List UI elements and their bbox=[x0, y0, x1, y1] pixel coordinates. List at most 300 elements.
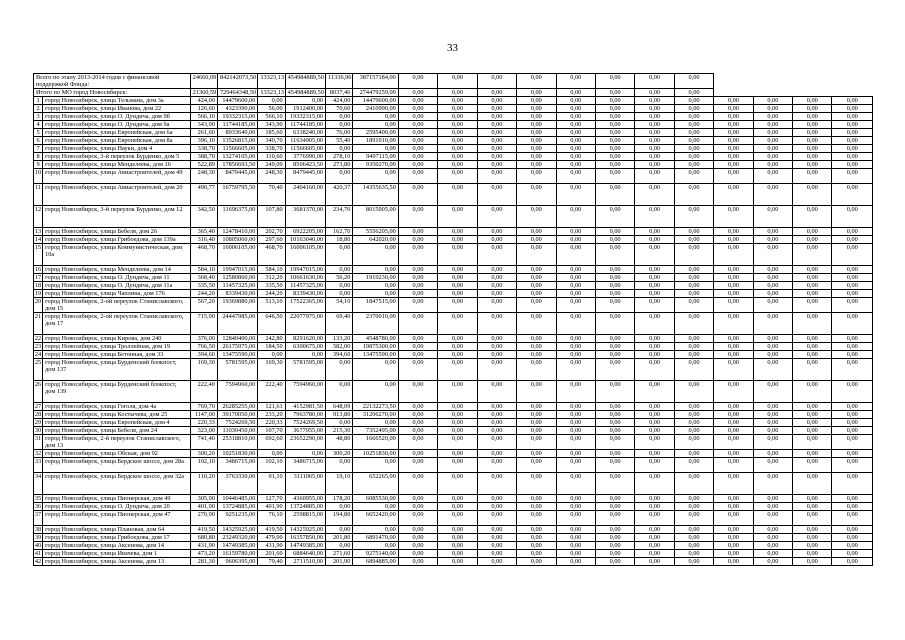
row-zero-value: 0,00 bbox=[635, 206, 674, 228]
row-zero-value: 0,00 bbox=[674, 236, 713, 244]
row-value: 133,20 bbox=[326, 335, 353, 343]
row-value: 14355635,50 bbox=[353, 184, 398, 206]
row-address: город Новосибирск, улица О. Дундича, дом 20 bbox=[43, 503, 191, 511]
row-zero-value: 0,00 bbox=[674, 282, 713, 290]
row-zero-value: 0,00 bbox=[438, 97, 477, 105]
row-value: 13475590,00 bbox=[217, 351, 257, 359]
row-zero-value: 0,00 bbox=[438, 313, 477, 335]
summary-value: 274479259,00 bbox=[353, 89, 398, 97]
row-zero-value: 0,00 bbox=[635, 298, 674, 313]
row-zero-value: 0,00 bbox=[517, 274, 556, 282]
row-address: город Новосибирск, улица Бердское шоссе, дом 28а bbox=[43, 458, 191, 473]
row-zero-value: 0,00 bbox=[753, 121, 792, 129]
row-zero-value: 0,00 bbox=[674, 419, 713, 427]
row-zero-value: 0,00 bbox=[674, 503, 713, 511]
row-number: 40 bbox=[34, 542, 42, 549]
row-value: 584,10 bbox=[258, 266, 285, 274]
row-zero-value: 0,00 bbox=[398, 558, 437, 566]
row-zero-value: 0,00 bbox=[517, 542, 556, 550]
row-value: 3681370,00 bbox=[285, 206, 325, 228]
row-value: 18,80 bbox=[326, 236, 353, 244]
row-zero-value: 0,00 bbox=[595, 343, 634, 351]
row-zero-value: 0,00 bbox=[753, 129, 792, 137]
table-row bbox=[34, 495, 873, 503]
row-value: 0,00 bbox=[326, 458, 353, 473]
row-address: город Новосибирск, улица Иванова, дом 22 bbox=[43, 105, 191, 113]
row-zero-value: 0,00 bbox=[714, 427, 753, 435]
row-zero-value: 0,00 bbox=[714, 411, 753, 419]
row-address: город Новосибирск, улица Пионерская, дом 49 bbox=[43, 495, 191, 503]
row-zero-value: 0,00 bbox=[517, 266, 556, 274]
row-zero-value: 0,00 bbox=[477, 298, 516, 313]
row-value: 13724885,00 bbox=[285, 503, 325, 511]
row-zero-value: 0,00 bbox=[635, 343, 674, 351]
row-zero-value: 0,00 bbox=[477, 503, 516, 511]
row-zero-value: 0,00 bbox=[398, 105, 437, 113]
row-address: город Новосибирск, улица Аксенова, дом 14 bbox=[43, 542, 191, 550]
row-value: 201,80 bbox=[326, 534, 353, 542]
row-address: город Новосибирск, улица Аксенова, дом 13 bbox=[43, 558, 191, 566]
row-zero-value: 0,00 bbox=[635, 236, 674, 244]
row-value: 342,50 bbox=[190, 206, 217, 228]
row-number: 18 bbox=[34, 282, 42, 289]
row-value: 56,00 bbox=[258, 105, 285, 113]
table-row bbox=[34, 105, 873, 113]
row-zero-value: 0,00 bbox=[674, 343, 713, 351]
row-zero-value: 0,00 bbox=[398, 282, 437, 290]
row-zero-value: 0,00 bbox=[753, 503, 792, 511]
row-zero-value: 0,00 bbox=[517, 411, 556, 419]
row-zero-value: 0,00 bbox=[753, 153, 792, 161]
row-address: город Новосибирск, улица Бебеля, дом 26 bbox=[43, 228, 191, 236]
summary-value: 0,00 bbox=[595, 89, 634, 97]
row-number: 36 bbox=[34, 503, 42, 510]
row-zero-value: 0,00 bbox=[793, 435, 832, 450]
row-number: 19 bbox=[34, 290, 42, 297]
row-value: 222,40 bbox=[190, 381, 217, 403]
row-zero-value: 0,00 bbox=[477, 473, 516, 495]
row-value: 19,10 bbox=[326, 473, 353, 495]
row-zero-value: 0,00 bbox=[753, 419, 792, 427]
row-value: 0,00 bbox=[326, 526, 353, 534]
row-zero-value: 0,00 bbox=[398, 121, 437, 129]
row-zero-value: 0,00 bbox=[595, 458, 634, 473]
row-address: город Новосибирск, улица О. Дундича, дом 11 bbox=[43, 274, 191, 282]
row-zero-value: 0,00 bbox=[517, 236, 556, 244]
row-address: город Новосибирск, улица Костычева, дом 25 bbox=[43, 411, 191, 419]
row-value: 10251830,00 bbox=[217, 450, 257, 458]
row-value: 0,00 bbox=[285, 351, 325, 359]
row-zero-value: 0,00 bbox=[753, 534, 792, 542]
row-value: 5556205,00 bbox=[353, 228, 398, 236]
row-value: 14479600,00 bbox=[217, 97, 257, 105]
row-value: 8479445,00 bbox=[285, 169, 325, 184]
row-zero-value: 0,00 bbox=[674, 550, 713, 558]
row-zero-value: 0,00 bbox=[595, 473, 634, 495]
row-value: 2598815,00 bbox=[285, 511, 325, 526]
row-zero-value: 0,00 bbox=[595, 282, 634, 290]
row-zero-value: 0,00 bbox=[793, 184, 832, 206]
row-zero-value: 0,00 bbox=[714, 290, 753, 298]
table-row bbox=[34, 381, 873, 403]
table-row bbox=[34, 343, 873, 351]
row-address: город Новосибирск, улица Троллейная, дом 19 bbox=[43, 343, 191, 351]
row-value: 17856693,50 bbox=[217, 161, 257, 169]
row-zero-value: 0,00 bbox=[753, 511, 792, 526]
row-value: 23652290,00 bbox=[285, 435, 325, 450]
row-value: 242,80 bbox=[258, 335, 285, 343]
row-number: 32 bbox=[34, 450, 42, 457]
row-value: 0,00 bbox=[258, 351, 285, 359]
row-value: 22077975,00 bbox=[285, 313, 325, 335]
row-number: 25 bbox=[34, 359, 43, 381]
summary-value: 8037,46 bbox=[326, 89, 353, 97]
row-zero-value: 0,00 bbox=[595, 97, 634, 105]
row-zero-value: 0,00 bbox=[556, 511, 595, 526]
row-zero-value: 0,00 bbox=[556, 351, 595, 359]
row-zero-value: 0,00 bbox=[674, 335, 713, 343]
row-zero-value: 0,00 bbox=[674, 511, 713, 526]
row-zero-value: 0,00 bbox=[674, 298, 713, 313]
summary-value: 454984889,50 bbox=[285, 74, 325, 89]
row-zero-value: 0,00 bbox=[438, 266, 477, 274]
row-value: 0,00 bbox=[326, 381, 353, 403]
row-value: 522,89 bbox=[190, 161, 217, 169]
summary-value: 13323,13 bbox=[258, 89, 285, 97]
row-value: 566,10 bbox=[258, 113, 285, 121]
row-zero-value: 0,00 bbox=[595, 411, 634, 419]
row-zero-value: 0,00 bbox=[793, 458, 832, 473]
row-zero-value: 0,00 bbox=[595, 290, 634, 298]
row-address: город Новосибирск, улица Пионерская, дом 47 bbox=[43, 511, 191, 526]
row-zero-value: 0,00 bbox=[517, 184, 556, 206]
row-value: 8015005,00 bbox=[353, 206, 398, 228]
row-zero-value: 0,00 bbox=[398, 113, 437, 121]
row-zero-value: 0,00 bbox=[753, 137, 792, 145]
row-number: 39 bbox=[34, 534, 42, 541]
row-zero-value: 0,00 bbox=[793, 105, 832, 113]
row-zero-value: 0,00 bbox=[714, 495, 753, 503]
row-zero-value: 0,00 bbox=[556, 503, 595, 511]
row-zero-value: 0,00 bbox=[556, 113, 595, 121]
row-zero-value: 0,00 bbox=[398, 511, 437, 526]
row-zero-value: 0,00 bbox=[477, 145, 516, 153]
row-value: 26285255,00 bbox=[217, 403, 257, 411]
summary-value: 11336,96 bbox=[326, 74, 353, 89]
table-row bbox=[34, 282, 873, 290]
row-value: 2595400,00 bbox=[353, 129, 398, 137]
row-address: город Новосибирск, улица Бетонная, дом 33 bbox=[43, 351, 191, 359]
row-zero-value: 0,00 bbox=[438, 236, 477, 244]
row-zero-value: 0,00 bbox=[595, 169, 634, 184]
row-zero-value: 0,00 bbox=[635, 335, 674, 343]
row-value: 9606395,00 bbox=[217, 558, 257, 566]
row-value: 0,00 bbox=[326, 282, 353, 290]
row-zero-value: 0,00 bbox=[793, 351, 832, 359]
row-value: 194,80 bbox=[326, 511, 353, 526]
row-zero-value: 0,00 bbox=[556, 403, 595, 411]
row-zero-value: 0,00 bbox=[477, 558, 516, 566]
row-zero-value: 0,00 bbox=[832, 161, 873, 169]
row-zero-value: 0,00 bbox=[714, 266, 753, 274]
row-address: город Новосибирск, 2-й переулок Станиславского, дом 13 bbox=[43, 435, 191, 450]
row-zero-value: 0,00 bbox=[398, 343, 437, 351]
row-address: город Новосибирск, улица Грибоедова, дом 17 bbox=[43, 534, 191, 542]
row-value: 249,09 bbox=[258, 161, 285, 169]
row-value: 0,00 bbox=[353, 282, 398, 290]
row-address: город Новосибирск, улица Чаплина, дом 176 bbox=[43, 290, 191, 298]
row-value: 76,00 bbox=[326, 129, 353, 137]
row-zero-value: 0,00 bbox=[832, 542, 873, 550]
row-zero-value: 0,00 bbox=[674, 97, 713, 105]
table-row bbox=[34, 550, 873, 558]
row-value: 343,90 bbox=[258, 121, 285, 129]
row-zero-value: 0,00 bbox=[517, 427, 556, 435]
table-row bbox=[34, 458, 873, 473]
row-value: 4152981,50 bbox=[285, 403, 325, 411]
row-zero-value: 0,00 bbox=[438, 458, 477, 473]
row-zero-value: 0,00 bbox=[556, 458, 595, 473]
row-zero-value: 0,00 bbox=[793, 473, 832, 495]
row-zero-value: 0,00 bbox=[832, 236, 873, 244]
row-zero-value: 0,00 bbox=[398, 228, 437, 236]
row-zero-value: 0,00 bbox=[517, 244, 556, 266]
row-address: город Новосибирск, 2-ой переулок Станиславского, дом 17 bbox=[43, 313, 191, 335]
summary-value: 24660,09 bbox=[190, 74, 217, 89]
row-zero-value: 0,00 bbox=[477, 169, 516, 184]
row-address: город Новосибирск, улица О. Дундича, дом 11а bbox=[43, 282, 191, 290]
row-zero-value: 0,00 bbox=[477, 343, 516, 351]
table-row bbox=[34, 558, 873, 566]
row-zero-value: 0,00 bbox=[595, 266, 634, 274]
row-zero-value: 0,00 bbox=[398, 526, 437, 534]
row-value: 0,00 bbox=[326, 359, 353, 381]
row-value: 7524269,50 bbox=[285, 419, 325, 427]
row-value: 0,00 bbox=[353, 381, 398, 403]
row-zero-value: 0,00 bbox=[793, 411, 832, 419]
row-value: 0,00 bbox=[326, 290, 353, 298]
row-zero-value: 0,00 bbox=[398, 427, 437, 435]
row-zero-value: 0,00 bbox=[438, 343, 477, 351]
summary-row bbox=[34, 89, 873, 97]
row-zero-value: 0,00 bbox=[714, 153, 753, 161]
row-value: 8506423,50 bbox=[285, 161, 325, 169]
row-zero-value: 0,00 bbox=[674, 161, 713, 169]
row-zero-value: 0,00 bbox=[674, 169, 713, 184]
row-zero-value: 0,00 bbox=[714, 526, 753, 534]
row-value: 11634905,00 bbox=[285, 137, 325, 145]
row-zero-value: 0,00 bbox=[398, 411, 437, 419]
row-zero-value: 0,00 bbox=[477, 458, 516, 473]
row-zero-value: 0,00 bbox=[674, 351, 713, 359]
row-zero-value: 0,00 bbox=[398, 335, 437, 343]
row-value: 0,00 bbox=[353, 526, 398, 534]
row-zero-value: 0,00 bbox=[517, 473, 556, 495]
row-zero-value: 0,00 bbox=[595, 161, 634, 169]
row-zero-value: 0,00 bbox=[517, 153, 556, 161]
summary-value: 387157184,00 bbox=[353, 74, 398, 89]
summary-value: 0,00 bbox=[398, 74, 437, 89]
row-zero-value: 0,00 bbox=[674, 313, 713, 335]
row-zero-value: 0,00 bbox=[595, 526, 634, 534]
row-zero-value: 0,00 bbox=[714, 335, 753, 343]
row-zero-value: 0,00 bbox=[517, 403, 556, 411]
row-zero-value: 0,00 bbox=[517, 145, 556, 153]
row-zero-value: 0,00 bbox=[556, 236, 595, 244]
row-zero-value: 0,00 bbox=[793, 298, 832, 313]
row-zero-value: 0,00 bbox=[635, 503, 674, 511]
table-row bbox=[34, 206, 873, 228]
row-zero-value: 0,00 bbox=[674, 145, 713, 153]
row-zero-value: 0,00 bbox=[438, 435, 477, 450]
row-zero-value: 0,00 bbox=[477, 161, 516, 169]
row-value: 0,00 bbox=[258, 97, 285, 105]
row-address: город Новосибирск, улица Ивачева, дом 1 bbox=[43, 550, 191, 558]
row-zero-value: 0,00 bbox=[635, 550, 674, 558]
row-zero-value: 0,00 bbox=[477, 403, 516, 411]
row-value: 7963780,00 bbox=[285, 411, 325, 419]
row-zero-value: 0,00 bbox=[635, 351, 674, 359]
row-value: 19947015,00 bbox=[217, 266, 257, 274]
row-value: 0,00 bbox=[326, 169, 353, 184]
row-zero-value: 0,00 bbox=[517, 105, 556, 113]
row-zero-value: 0,00 bbox=[635, 184, 674, 206]
row-value: 102,10 bbox=[190, 458, 217, 473]
row-address: город Новосибирск, 3-й переулок Бурденко, дом 5 bbox=[43, 153, 191, 161]
row-zero-value: 0,00 bbox=[832, 282, 873, 290]
row-value: 297,60 bbox=[258, 236, 285, 244]
row-zero-value: 0,00 bbox=[674, 403, 713, 411]
row-zero-value: 0,00 bbox=[438, 558, 477, 566]
row-zero-value: 0,00 bbox=[674, 290, 713, 298]
row-value: 766,50 bbox=[190, 343, 217, 351]
row-zero-value: 0,00 bbox=[793, 526, 832, 534]
row-zero-value: 0,00 bbox=[398, 550, 437, 558]
row-zero-value: 0,00 bbox=[832, 121, 873, 129]
row-value: 338,70 bbox=[258, 145, 285, 153]
row-zero-value: 0,00 bbox=[517, 450, 556, 458]
row-value: 48,80 bbox=[326, 435, 353, 450]
table-row bbox=[34, 153, 873, 161]
row-value: 22132273,50 bbox=[353, 403, 398, 411]
table-row bbox=[34, 411, 873, 419]
row-value: 10805060,00 bbox=[217, 236, 257, 244]
row-zero-value: 0,00 bbox=[714, 534, 753, 542]
row-zero-value: 0,00 bbox=[438, 137, 477, 145]
row-value: 8933640,00 bbox=[217, 129, 257, 137]
row-value: 3763330,00 bbox=[217, 473, 257, 495]
summary-value: 0,00 bbox=[517, 74, 556, 89]
row-value: 312,20 bbox=[258, 274, 285, 282]
row-value: 11744185,00 bbox=[217, 121, 257, 129]
row-zero-value: 0,00 bbox=[635, 458, 674, 473]
summary-value: 0,00 bbox=[438, 89, 477, 97]
row-zero-value: 0,00 bbox=[595, 503, 634, 511]
row-zero-value: 0,00 bbox=[674, 473, 713, 495]
row-value: 31206270,00 bbox=[353, 411, 398, 419]
row-zero-value: 0,00 bbox=[832, 228, 873, 236]
row-zero-value: 0,00 bbox=[438, 113, 477, 121]
row-zero-value: 0,00 bbox=[398, 97, 437, 105]
row-zero-value: 0,00 bbox=[517, 290, 556, 298]
row-value: 17522365,00 bbox=[285, 298, 325, 313]
row-zero-value: 0,00 bbox=[753, 266, 792, 274]
row-zero-value: 0,00 bbox=[753, 495, 792, 503]
row-number: 2 bbox=[34, 105, 43, 113]
row-zero-value: 0,00 bbox=[517, 169, 556, 184]
row-zero-value: 0,00 bbox=[438, 274, 477, 282]
row-value: 169,30 bbox=[258, 359, 285, 381]
table-row bbox=[34, 526, 873, 534]
row-value: 1919230,00 bbox=[353, 274, 398, 282]
row-value: 567,20 bbox=[190, 298, 217, 313]
row-zero-value: 0,00 bbox=[674, 427, 713, 435]
row-zero-value: 0,00 bbox=[438, 298, 477, 313]
row-zero-value: 0,00 bbox=[595, 137, 634, 145]
row-value: 0,00 bbox=[326, 244, 353, 266]
row-zero-value: 0,00 bbox=[674, 450, 713, 458]
row-zero-value: 0,00 bbox=[753, 169, 792, 184]
row-zero-value: 0,00 bbox=[832, 105, 873, 113]
row-zero-value: 0,00 bbox=[635, 558, 674, 566]
row-value: 76,10 bbox=[258, 511, 285, 526]
row-zero-value: 0,00 bbox=[714, 137, 753, 145]
row-zero-value: 0,00 bbox=[595, 244, 634, 266]
row-value: 8339430,00 bbox=[217, 290, 257, 298]
row-zero-value: 0,00 bbox=[832, 526, 873, 534]
row-value: 9350270,00 bbox=[353, 161, 398, 169]
row-zero-value: 0,00 bbox=[556, 550, 595, 558]
row-zero-value: 0,00 bbox=[714, 511, 753, 526]
row-value: 10163040,00 bbox=[285, 236, 325, 244]
row-zero-value: 0,00 bbox=[793, 419, 832, 427]
row-number: 24 bbox=[34, 351, 42, 358]
row-address: город Новосибирск, улица Обская, дом 92 bbox=[43, 450, 191, 458]
row-value: 201,90 bbox=[326, 558, 353, 566]
row-number: 10 bbox=[34, 169, 43, 184]
row-zero-value: 0,00 bbox=[793, 503, 832, 511]
row-zero-value: 0,00 bbox=[714, 351, 753, 359]
row-zero-value: 0,00 bbox=[753, 458, 792, 473]
row-value: 121,61 bbox=[258, 403, 285, 411]
row-zero-value: 0,00 bbox=[595, 145, 634, 153]
row-zero-value: 0,00 bbox=[517, 161, 556, 169]
row-zero-value: 0,00 bbox=[832, 411, 873, 419]
summary-value: 0,00 bbox=[595, 74, 634, 89]
table-row bbox=[34, 137, 873, 145]
row-zero-value: 0,00 bbox=[793, 145, 832, 153]
row-zero-value: 0,00 bbox=[556, 542, 595, 550]
row-value: 1847515,00 bbox=[353, 298, 398, 313]
row-zero-value: 0,00 bbox=[477, 184, 516, 206]
row-zero-value: 0,00 bbox=[438, 282, 477, 290]
row-zero-value: 0,00 bbox=[477, 228, 516, 236]
row-value: 107,80 bbox=[258, 206, 285, 228]
row-zero-value: 0,00 bbox=[556, 495, 595, 503]
row-zero-value: 0,00 bbox=[714, 282, 753, 290]
row-zero-value: 0,00 bbox=[753, 313, 792, 335]
row-value: 244,20 bbox=[258, 290, 285, 298]
row-value: 169,30 bbox=[190, 359, 217, 381]
row-value: 248,30 bbox=[258, 169, 285, 184]
row-zero-value: 0,00 bbox=[753, 282, 792, 290]
row-zero-value: 0,00 bbox=[438, 244, 477, 266]
row-value: 11744185,00 bbox=[285, 121, 325, 129]
row-value: 6891470,00 bbox=[353, 534, 398, 542]
row-zero-value: 0,00 bbox=[438, 129, 477, 137]
row-value: 10661630,00 bbox=[285, 274, 325, 282]
row-zero-value: 0,00 bbox=[674, 274, 713, 282]
